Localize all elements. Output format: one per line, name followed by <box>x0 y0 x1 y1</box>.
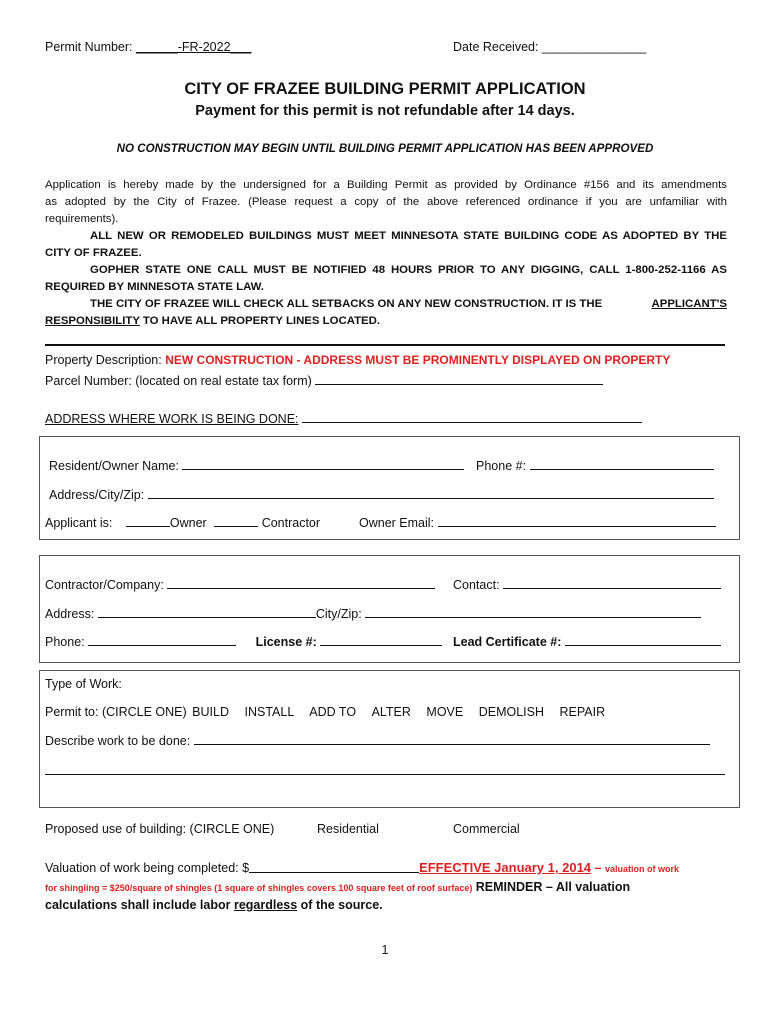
work-option-add-to[interactable]: ADD TO <box>309 705 357 719</box>
date-received-field[interactable]: _______________ <box>541 40 647 54</box>
owner-email-row <box>359 515 716 530</box>
lead-certificate-field[interactable] <box>565 634 721 646</box>
permit-to-label: Permit to: (CIRCLE ONE) <box>45 705 187 719</box>
work-address-label: ADDRESS WHERE WORK IS BEING DONE: <box>45 412 299 426</box>
valuation-row <box>45 860 679 875</box>
permit-number-label: Permit Number: <box>45 40 133 54</box>
property-description-note: NEW CONSTRUCTION - ADDRESS MUST BE PROMINENTLY DISPLAYED ON PROPERTY <box>165 353 671 367</box>
rule-responsibility: RESPONSIBILITY <box>45 315 140 327</box>
rule-setbacks-1 <box>45 296 727 313</box>
contractor-phone-row <box>45 634 442 649</box>
applicant-contractor-option: Contractor <box>261 516 321 530</box>
applicant-owner-option: Owner <box>169 516 207 530</box>
license-label: License #: <box>255 635 317 649</box>
contractor-company-label: Contractor/Company: <box>45 578 164 592</box>
describe-work-field[interactable] <box>194 733 710 745</box>
lead-certificate-row <box>453 634 721 649</box>
owner-address-row <box>49 487 714 502</box>
contractor-phone-field[interactable] <box>88 634 236 646</box>
work-option-repair[interactable]: REPAIR <box>559 705 606 719</box>
applicant-contractor-blank[interactable] <box>214 515 258 527</box>
license-field[interactable] <box>320 634 442 646</box>
contractor-company-row <box>45 577 435 592</box>
applicant-label: Applicant is: <box>45 516 113 530</box>
construction-warning: NO CONSTRUCTION MAY BEGIN UNTIL BUILDING PERMIT APPLICATION HAS BEEN APPROVED <box>116 142 654 155</box>
rule-setbacks-text: THE CITY OF FRAZEE WILL CHECK ALL SETBACKS ON ANY NEW CONSTRUCTION. IT IS THE <box>90 298 603 310</box>
parcel-number-field[interactable] <box>315 373 603 385</box>
intro-block <box>45 177 727 330</box>
property-description-row <box>45 353 670 367</box>
contractor-contact-label: Contact: <box>453 578 500 592</box>
valuation-note-row <box>45 880 630 894</box>
permit-number-value[interactable]: ______-FR-2022___ <box>136 40 252 54</box>
rule-building-code-1: ALL NEW OR REMODELED BUILDINGS MUST MEET MINNESOTA STATE BUILDING CODE AS ADOPTED BY THE <box>90 230 727 242</box>
valuation-effective-date: EFFECTIVE January 1, 2014 <box>419 860 592 875</box>
section-divider <box>45 344 725 346</box>
resident-name-label: Resident/Owner Name: <box>49 459 179 473</box>
work-option-move[interactable]: MOVE <box>426 705 464 719</box>
work-address-row <box>45 411 642 426</box>
owner-address-label: Address/City/Zip: <box>49 488 145 502</box>
intro-line-2: as adopted by the City of Frazee. (Please request a copy of the above referenced ordinance if you are unfamiliar with <box>45 196 727 208</box>
intro-line-3: requirements). <box>45 213 119 225</box>
resident-name-field[interactable] <box>182 458 464 470</box>
work-option-demolish[interactable]: DEMOLISH <box>478 705 545 719</box>
valuation-field[interactable] <box>249 861 419 873</box>
contractor-contact-field[interactable] <box>503 577 721 589</box>
resident-row <box>49 458 464 473</box>
property-description-label: Property Description: <box>45 353 162 367</box>
owner-email-field[interactable] <box>438 515 716 527</box>
valuation-calc-a: calculations shall include labor <box>45 898 231 912</box>
proposed-use-label: Proposed use of building: (CIRCLE ONE) <box>45 822 275 836</box>
permit-number-row <box>45 40 251 54</box>
date-received-row <box>453 40 646 54</box>
parcel-number-label: Parcel Number: (located on real estate tax form) <box>45 374 312 388</box>
valuation-dash: – <box>594 861 602 875</box>
owner-address-field[interactable] <box>148 487 714 499</box>
rule-setbacks-applicant: APPLICANT'S <box>651 298 727 310</box>
contractor-phone-label: Phone: <box>45 635 85 649</box>
valuation-calc-row <box>45 898 383 912</box>
page-number: 1 <box>381 943 389 957</box>
parcel-number-row <box>45 373 603 388</box>
contractor-address-label: Address: <box>45 607 95 621</box>
owner-phone-label: Phone #: <box>476 459 527 473</box>
describe-work-line-2[interactable] <box>45 774 725 775</box>
lead-certificate-label: Lead Certificate #: <box>453 635 562 649</box>
contractor-contact-row <box>453 577 721 592</box>
page-subtitle: Payment for this permit is not refundable after 14 days. <box>195 103 575 119</box>
work-option-alter[interactable]: ALTER <box>371 705 411 719</box>
use-commercial-option[interactable]: Commercial <box>453 822 520 836</box>
owner-email-label: Owner Email: <box>359 516 435 530</box>
valuation-label: Valuation of work being completed: $ <box>45 861 250 875</box>
applicant-owner-blank[interactable] <box>126 515 170 527</box>
work-address-field[interactable] <box>302 411 642 423</box>
valuation-reminder: REMINDER – All valuation <box>475 880 631 894</box>
rule-gopher-call-1: GOPHER STATE ONE CALL MUST BE NOTIFIED 48 HOURS PRIOR TO ANY DIGGING, CALL 1-800-252-1166 AS <box>90 264 727 276</box>
page-title: CITY OF FRAZEE BUILDING PERMIT APPLICATION <box>184 80 586 98</box>
applicant-row <box>45 515 320 530</box>
describe-work-label: Describe work to be done: <box>45 734 191 748</box>
contractor-address-field[interactable] <box>98 606 316 618</box>
valuation-note-a: valuation of work <box>604 864 679 874</box>
rule-building-code-2: CITY OF FRAZEE. <box>45 247 142 259</box>
rule-property-lines: TO HAVE ALL PROPERTY LINES LOCATED. <box>142 315 381 327</box>
rule-gopher-call-2: REQUIRED BY MINNESOTA STATE LAW. <box>45 281 264 293</box>
contractor-company-field[interactable] <box>167 577 435 589</box>
permit-to-row <box>45 705 605 719</box>
use-residential-option[interactable]: Residential <box>317 822 379 836</box>
describe-work-row <box>45 733 710 748</box>
intro-line-1: Application is hereby made by the undersigned for a Building Permit as provided by Ordinance #156 and its amendments <box>45 179 727 191</box>
valuation-calc-b: of the source. <box>300 898 383 912</box>
contractor-cityzip-field[interactable] <box>365 606 701 618</box>
owner-phone-field[interactable] <box>530 458 714 470</box>
valuation-note-b: for shingling = $250/square of shingles (1 square of shingles covers 100 square feet of roof surface) <box>45 883 473 893</box>
type-of-work-label: Type of Work: <box>45 677 122 691</box>
contractor-address-row <box>45 606 701 621</box>
contractor-cityzip-label: City/Zip: <box>315 607 362 621</box>
work-option-install[interactable]: INSTALL <box>244 705 294 719</box>
valuation-calc-regardless: regardless <box>233 898 298 912</box>
rule-setbacks-2 <box>45 313 727 330</box>
owner-phone-row <box>476 458 714 473</box>
date-received-label: Date Received: <box>453 40 539 54</box>
work-option-build[interactable]: BUILD <box>192 705 229 719</box>
